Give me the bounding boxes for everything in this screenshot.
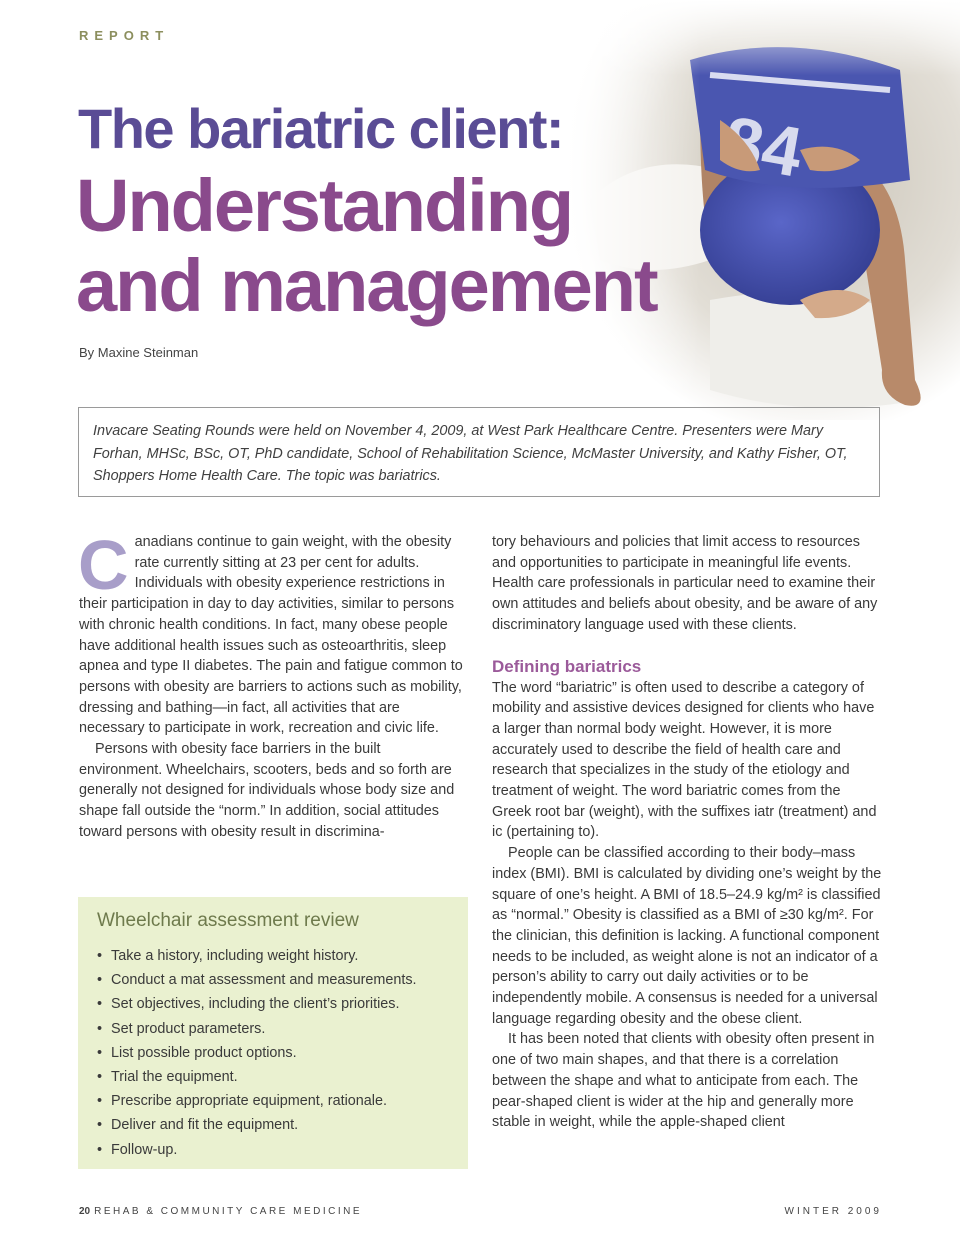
title-line-2: [76, 166, 657, 326]
sidebar-list-item: [97, 1113, 468, 1137]
bullet-icon: •: [97, 948, 103, 964]
title-line-2-text: Understanding: [76, 164, 573, 247]
footer-issue: WINTER 2009: [784, 1206, 882, 1217]
bullet-icon: •: [97, 1020, 103, 1037]
title-line-3-text: and management: [76, 244, 657, 327]
footer-publication: [79, 1206, 362, 1217]
sidebar-list-item-text: Prescribe appropriate equipment, rationale.: [111, 1093, 387, 1110]
bullet-icon: •: [97, 1069, 103, 1086]
bullet-icon: •: [97, 1117, 103, 1134]
sidebar-list-item: [97, 1065, 468, 1089]
publication-name: REHAB & COMMUNITY CARE MEDICINE: [94, 1206, 363, 1217]
sidebar-list-item-text: List possible product options.: [111, 1044, 297, 1061]
subhead-defining-bariatrics: Defining bariatrics: [492, 656, 642, 676]
sidebar-list-item: [97, 944, 468, 968]
intro-box: [78, 407, 880, 497]
bullet-icon: •: [97, 972, 103, 989]
sidebar-list-item-text: Set product parameters.: [111, 1020, 266, 1037]
bullet-icon: •: [97, 996, 103, 1013]
right-para-4: It has been noted that clients with obesity often present in one of two main shapes, and that there is a correlation between the shape and what to anticipate from each. The pear-shaped client is wider at the hip and generally more stable in weight, while the apple-shaped client: [492, 1031, 875, 1131]
title-line-1: The bariatric client:: [78, 97, 564, 160]
sidebar-title: Wheelchair assessment review: [97, 910, 359, 931]
sidebar-list-item-text: Set objectives, including the client’s priorities.: [111, 996, 400, 1013]
sidebar-list-item-text: Conduct a mat assessment and measurements.: [111, 972, 417, 989]
left-para-1-text: anadians continue to gain weight, with the obesity rate currently sitting at 23 per cent for adults. Individuals with obesity experience restrictions in their participation in day to day activities, similar to persons with chronic health conditions. In fact, many obese people have additional health issues such as osteoarthritis, sleep apnea and type II diabetes. The pain and fatigue common to persons with obesity are barriers to actions such as mobility, dressing and bathing—in fact, all activities that are necessary to participate in work, recreation and civic life.: [79, 534, 463, 737]
sidebar-list-item: [97, 1089, 468, 1113]
sidebar-list-item-text: Take a history, including weight history.: [111, 948, 359, 964]
drop-cap: C: [78, 526, 129, 604]
sidebar-list-item: [97, 1017, 468, 1041]
left-para-1: [78, 526, 464, 739]
sidebar-list-item: [97, 1138, 468, 1162]
byline: By Maxine Steinman: [79, 345, 199, 360]
section-label: REPORT: [79, 28, 170, 43]
bullet-icon: •: [97, 1093, 103, 1110]
page-number: 20: [79, 1206, 91, 1217]
sidebar-list-item-text: Follow-up.: [111, 1141, 178, 1158]
left-para-2: Persons with obesity face barriers in the built environment. Wheelchairs, scooters, beds and so forth are generally not designed for individuals whose body size and shape fall outside the “norm.” In addition, social attitudes toward persons with obesity result in discrimina-: [79, 741, 455, 840]
left-column: [78, 526, 464, 843]
right-column: [492, 532, 882, 1133]
bullet-icon: •: [97, 1044, 103, 1061]
sidebar-list-item-text: Deliver and fit the equipment.: [111, 1117, 299, 1134]
sidebar-list-item: [97, 1041, 468, 1065]
right-para-2: The word “bariatric” is often used to describe a category of mobility and assistive devices designed for clients who have a larger than normal body weight. However, it is more accurately used to describe the field of health care and research that specializes in the study of the etiology and treatment of weight. The word bariatric comes from the Greek root bar (weight), with the suffixes iatr (treatment) and ic (pertaining to).: [492, 679, 877, 841]
intro-text: Invacare Seating Rounds were held on November 4, 2009, at West Park Healthcare Centre. Presenters were Mary Forhan, MHSc, BSc, OT, PhD candidate, School of Rehabilitation Science, McMaster University, and Kathy Fisher, OT, Shoppers Home Health Care. The topic was bariatrics.: [93, 423, 848, 484]
bullet-icon: •: [97, 1141, 103, 1158]
right-para-1: tory behaviours and policies that limit access to resources and opportunities to participate in meaningful life events. Health care professionals in particular need to examine their own attitudes and beliefs about obesity, and be aware of any discriminatory language used with these clients.: [492, 534, 878, 633]
sidebar-list-item-text: Trial the equipment.: [111, 1069, 238, 1086]
sidebar-box: [78, 897, 468, 1169]
sidebar-list-item: [97, 968, 468, 992]
sidebar-list-item: [97, 992, 468, 1016]
sidebar-list: [97, 944, 468, 1162]
right-para-3: People can be classified according to their body–mass index (BMI). BMI is calculated by dividing one’s weight by the square of one’s height. A BMI of 18.5–24.9 kg/m² is classified as “normal.” Obesity is classified as a BMI of ≥30 kg/m². For the clinician, this definition is lacking. A functional component needs to be included, as weight alone is not an indicator of a person’s ability to carry out daily activities or to be independently mobile. A consensus is needed for a universal language regarding obesity and the obese client.: [492, 845, 882, 1027]
